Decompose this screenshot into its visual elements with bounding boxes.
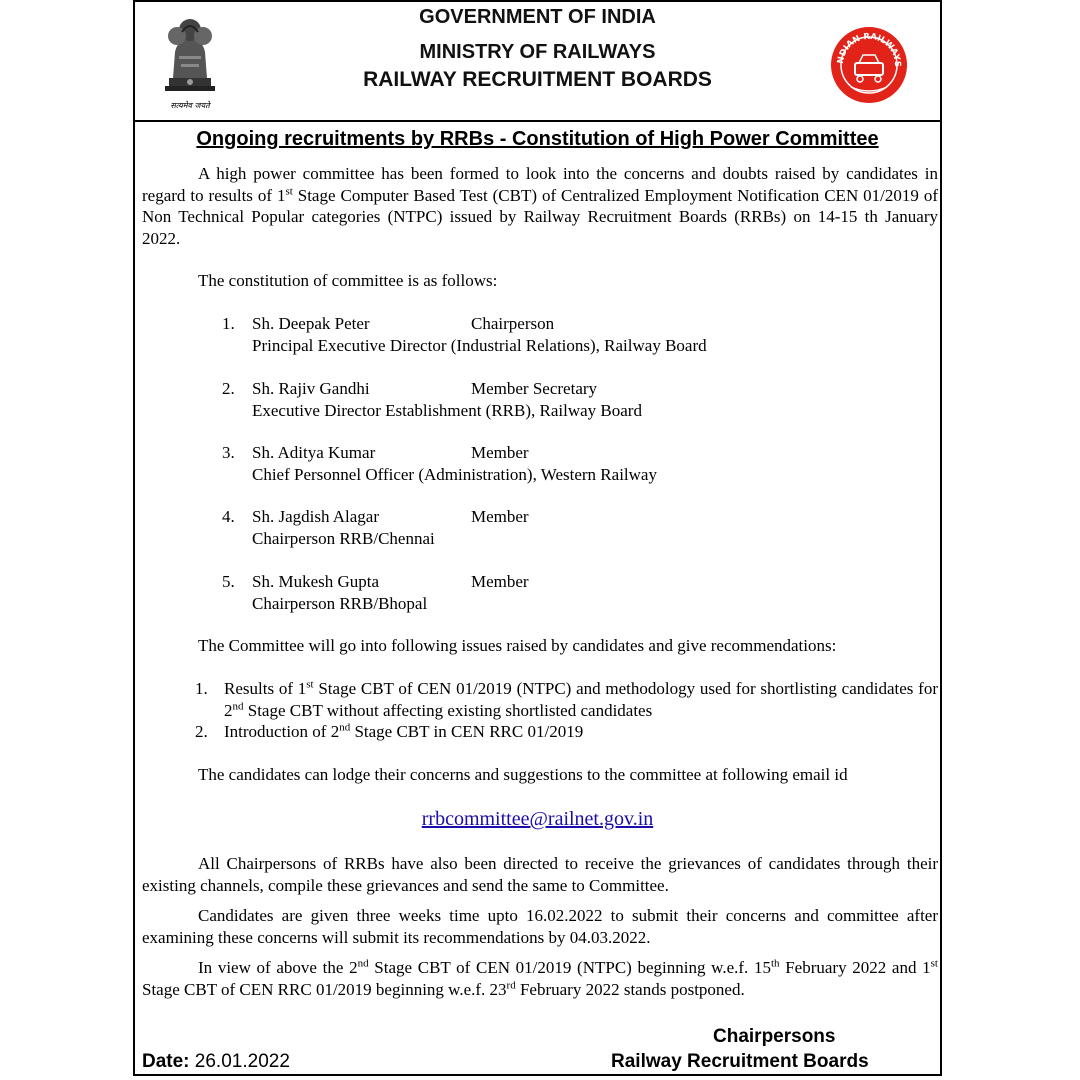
intro-paragraph: A high power committee has been formed to look into the concerns and doubts raised by candidates in regard to results of 1st Stage Computer Based Test (CBT) of Centralized Employment Notification CEN 01/2019 of Non Technical Popular categories (NTPC) issued by Railway Recruitment Boards (RRBs) on 14-15 th January 2022. bbox=[142, 164, 938, 248]
page-title: Ongoing recruitments by RRBs - Constitution of High Power Committee bbox=[196, 128, 879, 150]
document-date: Date: 26.01.2022 bbox=[142, 1051, 290, 1072]
ministry-heading: MINISTRY OF RAILWAYS bbox=[419, 41, 656, 63]
constitution-intro: The constitution of committee is as follows: bbox=[198, 271, 498, 290]
emblem-motto: सत्यमेव जयते bbox=[170, 101, 210, 110]
lodge-paragraph: The candidates can lodge their concerns and suggestions to the committee at following email id bbox=[198, 765, 848, 784]
document-frame: सत्यमेव जयते GOVERNMENT OF INDIA MINISTRY OF RAILWAYS RAILWAY RECRUITMENT BOARDS NDIAN RAILWAYS Ongoing recruitments by RRBs - Constitution of High Power Committee A high power committee has been formed to look into the concerns and doubts raised by candidates in regard to results of 1st Stage Computer Based Test (CBT) of Centralized Employment Notification CEN 01/2019 of Non Technical Popular categories (NTPC) issued by Railway Recruitment Boards (RRBs) on 14-15 th January 2022. The constitution of committee is as follows: 1. Sh. Deepak Peter Chairperson Principal Executive Director (Industrial Relations), Railway Board 2. Sh. Rajiv Gandhi Member Secretary Executive Director Establishment (RRB), Railway Board 3. Sh. Aditya Kumar Member Chief Personnel Officer (Administration), Western Railway 4. Sh. Jagdish Alagar Member Chairperson RRB/Chennai 5. Sh. Mukesh Gupta Member Chairperson RRB/Bhopal The Committee will go into following issues raised by candidates and give recommendations: 1. Results of 1st Stage CBT of CEN 01/2019 (NTPC) and methodology used for shortlisting candidates for 2nd Stage CBT without affecting existing shortlisted candidates 2. Introduction of 2nd Stage CBT in CEN RRC 01/2019 The candidates can lodge their concerns and suggestions to the committee at following email id rrbcommittee@railnet.gov.in All Chairpersons of RRBs have also been directed to receive the grievances of candidates through their existing channels, compile these grievances and send the same to Committee. Candidates are given three weeks time upto 16.02.2022 to submit their concerns and committee after examining these concerns will submit its recommendations by 04.03.2022. In view of above the 2nd Stage CBT of CEN 01/2019 (NTPC) beginning w.e.f. 15th February 2022 and 1st Stage CBT of CEN RRC 01/2019 beginning w.e.f. 23rd February 2022 stands postponed. Chairpersons Railway Recruitment Boards Date: 26.01.2022 bbox=[133, 0, 942, 1076]
seal-text: NDIAN RAILWAYS bbox=[835, 31, 903, 68]
committee-email-link[interactable]: rrbcommittee@railnet.gov.in bbox=[421, 808, 654, 830]
issues-intro: The Committee will go into following issues raised by candidates and give recommendations: bbox=[198, 636, 837, 655]
postponement-paragraph: In view of above the 2nd Stage CBT of CEN 01/2019 (NTPC) beginning w.e.f. 15th February 2022 and 1st Stage CBT of CEN RRC 01/2019 beginning w.e.f. 23rd February 2022 stands postponed. bbox=[142, 957, 938, 999]
indian-railways-logo-icon bbox=[829, 25, 909, 105]
chairpersons-paragraph: All Chairpersons of RRBs have also been directed to receive the grievances of candidates through their existing channels, compile these grievances and send the same to Committee. bbox=[142, 854, 938, 895]
govt-heading: GOVERNMENT OF INDIA bbox=[419, 6, 656, 28]
board-heading: RAILWAY RECRUITMENT BOARDS bbox=[363, 68, 712, 91]
signature-title: Chairpersons bbox=[713, 1026, 836, 1047]
signature-org: Railway Recruitment Boards bbox=[611, 1051, 869, 1072]
letterhead bbox=[135, 2, 940, 122]
deadline-paragraph: Candidates are given three weeks time upto 16.02.2022 to submit their concerns and committee after examining these concerns will submit its recommendations by 04.03.2022. bbox=[142, 906, 938, 947]
